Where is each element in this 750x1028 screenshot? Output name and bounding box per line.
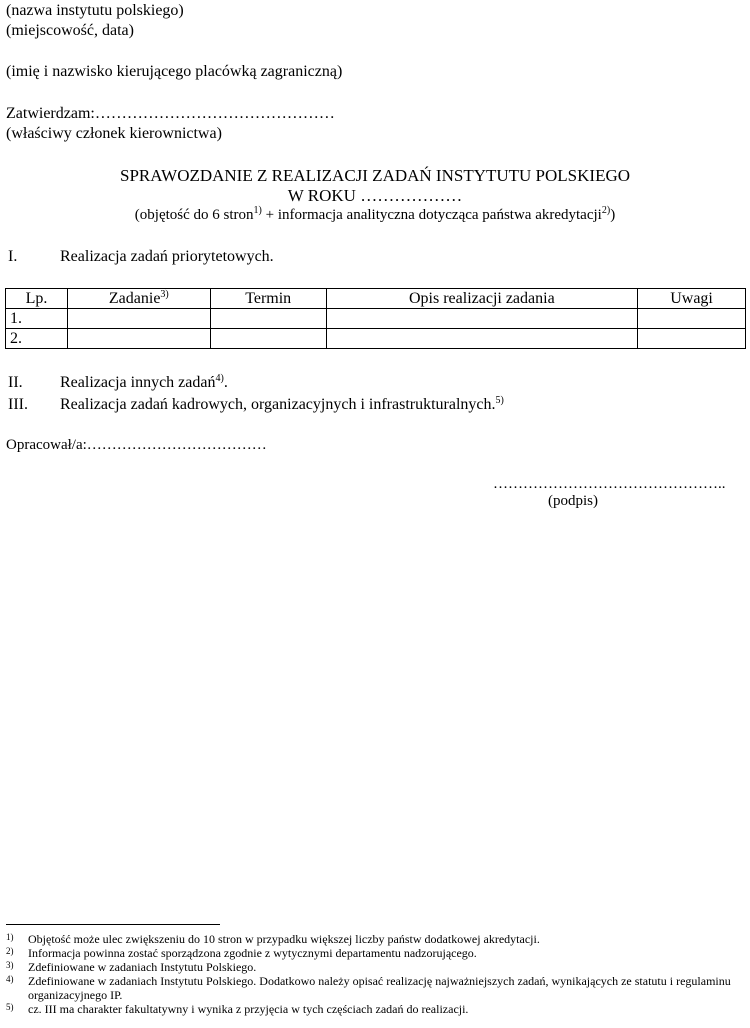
row-lp: 2. bbox=[6, 329, 68, 349]
approve-line bbox=[6, 105, 335, 123]
signature-label: (podpis) bbox=[548, 493, 598, 509]
board-member: (właściwy członek kierownictwa) bbox=[6, 125, 222, 142]
row-deadline-cell[interactable] bbox=[210, 309, 326, 329]
footnote: 5) cz. III ma charakter fakultatywny i wynika z przyjęcia w tych częściach zadań do realizacji. bbox=[6, 1002, 469, 1016]
section-2-title: Realizacja innych zadań bbox=[60, 374, 216, 391]
section-3 bbox=[8, 396, 504, 414]
volume-note: (objętość do 6 stron$^{1)}$ + informacja analityczna dotycząca państwa akredytacji$^{2)}$) bbox=[134, 205, 616, 223]
report-title: SPRAWOZDANIE Z REALIZACJI ZADAŃ INSTYTUTU POLSKIEGO bbox=[119, 166, 631, 185]
footnote-ref-4: 4) bbox=[215, 373, 224, 384]
footnote-ref-3: 3) bbox=[160, 289, 169, 300]
row-notes-cell[interactable] bbox=[638, 309, 746, 329]
col-deadline: Termin bbox=[210, 289, 326, 309]
footnote-separator bbox=[6, 924, 220, 925]
place-date: (miejscowość, data) bbox=[6, 22, 134, 39]
row-description-cell[interactable] bbox=[326, 309, 637, 329]
section-3-title: Realizacja zadań kadrowych, organizacyjnych i infrastrukturalnych. bbox=[60, 396, 496, 413]
section-1 bbox=[8, 248, 274, 266]
footnotes bbox=[6, 932, 748, 1016]
section-1-number: I. bbox=[8, 248, 18, 265]
row-deadline-cell[interactable] bbox=[210, 329, 326, 349]
row-lp: 1. bbox=[6, 309, 68, 329]
col-lp: Lp. bbox=[6, 289, 68, 309]
approve-label: Zatwierdzam: bbox=[6, 105, 95, 122]
row-description-cell[interactable] bbox=[326, 329, 637, 349]
section-2: II. Realizacja innych zadań$^{4)}$. bbox=[8, 373, 228, 391]
head-name: (imię i nazwisko kierującego placówką zagraniczną) bbox=[6, 63, 343, 80]
approve-dots: ……………………………………… bbox=[94, 105, 335, 122]
institute-name: (nazwa instytutu polskiego) bbox=[6, 2, 184, 19]
table-row bbox=[6, 329, 746, 349]
row-task-cell[interactable] bbox=[67, 329, 210, 349]
prepared-label: Opracował/a: bbox=[6, 437, 87, 453]
prepared-by bbox=[6, 437, 267, 454]
row-task-cell[interactable] bbox=[67, 309, 210, 329]
tasks-table bbox=[5, 288, 746, 349]
footnote: 3) Zdefiniowane w zadaniach Instytutu Polskiego. bbox=[6, 960, 257, 974]
table-row bbox=[6, 309, 746, 329]
footnote: 4) Zdefiniowane w zadaniach Instytutu Polskiego. Dodatkowo należy opisać realizację najważniejszych zadań, wynikających ze statutu i regulaminu organizacyjnego IP. bbox=[6, 974, 731, 1002]
section-2-number: II. bbox=[8, 374, 23, 391]
report-year: W ROKU ……………… bbox=[287, 186, 463, 205]
section-1-title: Realizacja zadań priorytetowych. bbox=[60, 248, 274, 265]
footnote-ref-1: 1) bbox=[253, 205, 262, 216]
footnote-ref-2: 2) bbox=[601, 205, 611, 216]
col-description: Opis realizacji zadania bbox=[326, 289, 637, 309]
footnote: 1) Objętość może ulec zwiększeniu do 10 stron w przypadku większej liczby państw dodatkowej akredytacji. bbox=[6, 932, 540, 946]
row-notes-cell[interactable] bbox=[638, 329, 746, 349]
prepared-dots: ……………………………… bbox=[86, 437, 267, 453]
col-task: Zadanie$^{3)}$ bbox=[67, 289, 210, 309]
signature-dots: ……………………………………….. bbox=[493, 476, 726, 492]
footnote-ref-5: 5) bbox=[495, 395, 504, 406]
col-notes: Uwagi bbox=[638, 289, 746, 309]
section-3-number: III. bbox=[8, 396, 28, 413]
footnote: 2) Informacja powinna zostać sporządzona zgodnie z wytycznymi departamentu nadzorującego. bbox=[6, 946, 477, 960]
table-header-row bbox=[6, 289, 746, 309]
